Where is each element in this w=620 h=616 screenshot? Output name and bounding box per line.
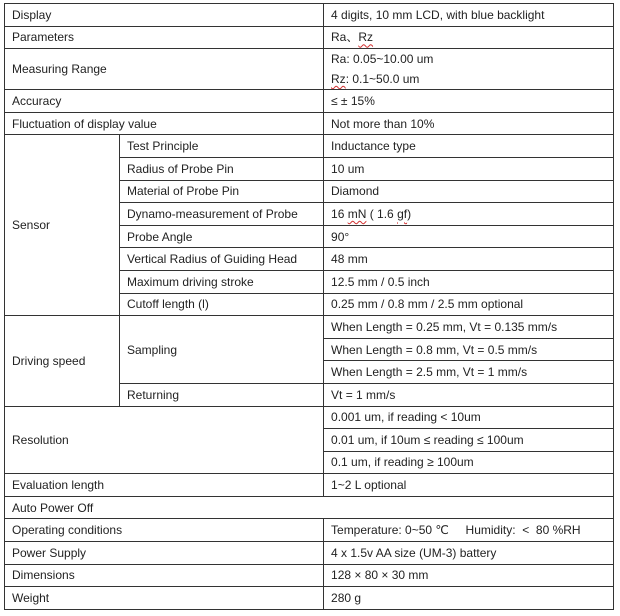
sensor-sub-label: Radius of Probe Pin: [120, 157, 324, 180]
value-display: 4 digits, 10 mm LCD, with blue backlight: [324, 4, 614, 27]
value-parameters: [324, 26, 614, 49]
parameter-rz: Rz: [358, 30, 374, 45]
resolution-value: 0.01 um, if 10um ≤ reading ≤ 100um: [324, 429, 614, 452]
row-fluctuation: [5, 112, 614, 135]
row-parameters: [5, 26, 614, 49]
value-fluctuation: Not more than 10%: [324, 112, 614, 135]
dynamo-gf: gf: [397, 206, 408, 221]
row-power-supply: [5, 542, 614, 565]
resolution-value: 0.001 um, if reading < 10um: [324, 406, 614, 429]
row-dimensions: [5, 564, 614, 587]
row-weight: [5, 587, 614, 610]
sensor-sub-value: 90°: [324, 225, 614, 248]
value-measuring-range: [324, 49, 614, 90]
value-dimensions: 128 × 80 × 30 mm: [324, 564, 614, 587]
sensor-sub-value: Inductance type: [324, 135, 614, 158]
parameter-ra: Ra、: [331, 30, 359, 45]
sampling-value: When Length = 0.25 mm, Vt = 0.135 mm/s: [324, 316, 614, 339]
sensor-sub-label: Cutoff length (l): [120, 293, 324, 316]
dynamo-c: ): [407, 206, 412, 221]
sensor-sub-value: 48 mm: [324, 248, 614, 271]
label-auto-power-off: Auto Power Off: [5, 496, 614, 519]
measuring-range-rz-prefix: Rz: [331, 72, 346, 87]
row-operating-conditions: [5, 519, 614, 542]
label-operating-conditions: Operating conditions: [5, 519, 324, 542]
row-accuracy: [5, 90, 614, 113]
row-measuring-range: [5, 49, 614, 90]
sensor-sub-label: Maximum driving stroke: [120, 270, 324, 293]
label-parameters: Parameters: [5, 26, 324, 49]
measuring-range-ra: Ra: 0.05~10.00 um: [331, 52, 434, 67]
label-weight: Weight: [5, 587, 324, 610]
label-driving-speed: Driving speed: [5, 316, 120, 406]
row-resolution-1: [5, 406, 614, 429]
sensor-sub-value: 12.5 mm / 0.5 inch: [324, 270, 614, 293]
measuring-range-rz-rest: : 0.1~50.0 um: [345, 72, 420, 87]
value-weight: 280 g: [324, 587, 614, 610]
value-evaluation-length: 1~2 L optional: [324, 474, 614, 497]
sensor-sub-label: Probe Angle: [120, 225, 324, 248]
label-returning: Returning: [120, 383, 324, 406]
label-display: Display: [5, 4, 324, 27]
row-evaluation-length: [5, 474, 614, 497]
sensor-sub-label: Test Principle: [120, 135, 324, 158]
row-display: [5, 4, 614, 27]
returning-value: Vt = 1 mm/s: [324, 383, 614, 406]
measuring-range-rz: [331, 69, 606, 89]
value-operating-conditions: Temperature: 0~50 ℃ Humidity: < 80 %RH: [324, 519, 614, 542]
spec-table: [4, 3, 614, 610]
resolution-value: 0.1 um, if reading ≥ 100um: [324, 451, 614, 474]
label-resolution: Resolution: [5, 406, 324, 474]
sensor-sub-value: 0.25 mm / 0.8 mm / 2.5 mm optional: [324, 293, 614, 316]
sensor-sub-label: Material of Probe Pin: [120, 180, 324, 203]
sampling-value: When Length = 0.8 mm, Vt = 0.5 mm/s: [324, 338, 614, 361]
row-auto-power-off: [5, 496, 614, 519]
label-sensor: Sensor: [5, 135, 120, 316]
label-sampling: Sampling: [120, 316, 324, 384]
label-accuracy: Accuracy: [5, 90, 324, 113]
label-measuring-range: Measuring Range: [5, 49, 324, 90]
dynamo-mn: mN: [347, 206, 367, 221]
sensor-sub-value: 10 um: [324, 157, 614, 180]
label-evaluation-length: Evaluation length: [5, 474, 324, 497]
value-power-supply: 4 x 1.5v AA size (UM-3) battery: [324, 542, 614, 565]
dynamo-b: ( 1.6: [366, 206, 398, 221]
row-driving-sampling-1: [5, 316, 614, 339]
dynamo-a: 16: [331, 206, 348, 221]
value-accuracy: ≤ ± 15%: [324, 90, 614, 113]
sensor-sub-value: Diamond: [324, 180, 614, 203]
sensor-sub-value: [324, 203, 614, 226]
sensor-sub-label: Dynamo-measurement of Probe: [120, 203, 324, 226]
sampling-value: When Length = 2.5 mm, Vt = 1 mm/s: [324, 361, 614, 384]
sensor-sub-label: Vertical Radius of Guiding Head: [120, 248, 324, 271]
label-fluctuation: Fluctuation of display value: [5, 112, 324, 135]
row-sensor-test-principle: [5, 135, 614, 158]
label-power-supply: Power Supply: [5, 542, 324, 565]
label-dimensions: Dimensions: [5, 564, 324, 587]
